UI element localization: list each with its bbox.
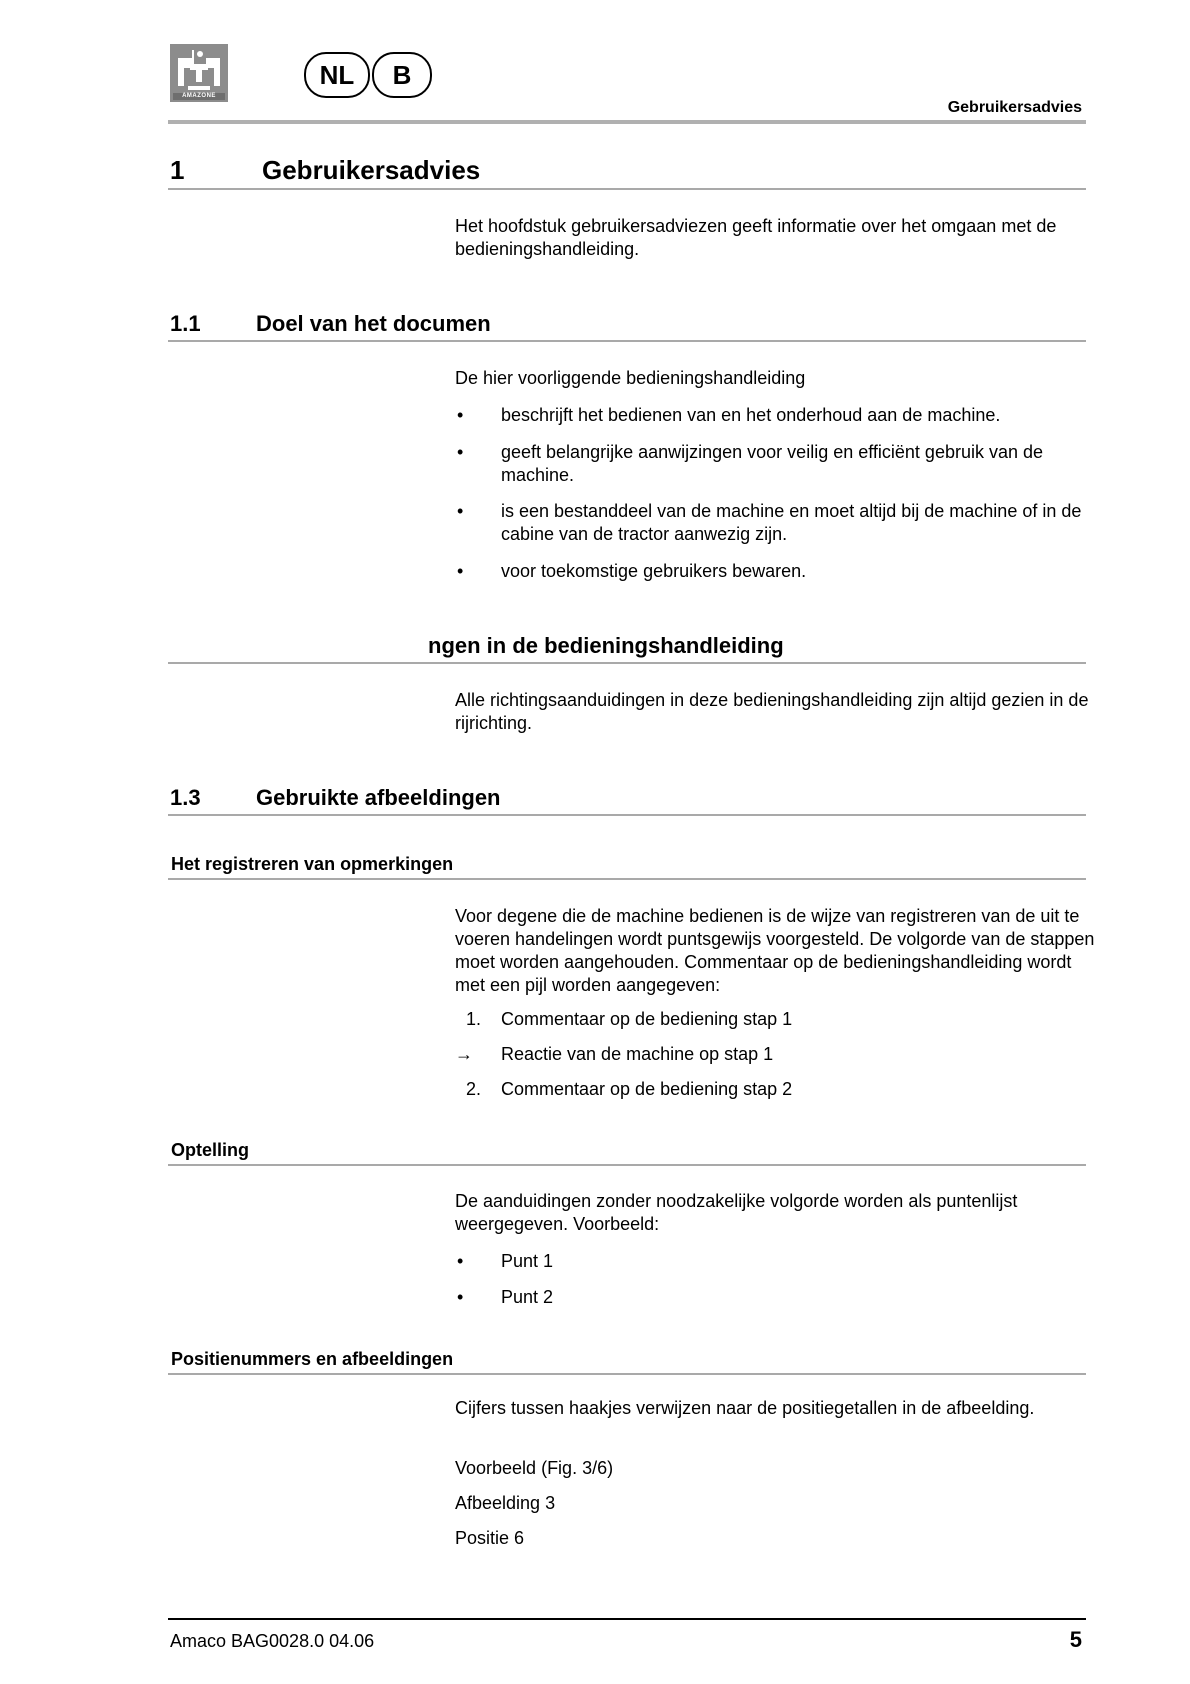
list-item: geeft belangrijke aanwijzingen voor veilig en efficiënt gebruik van de machine. xyxy=(501,442,1044,485)
optelling-text: De aanduidingen zonder noodzakelijke volgorde worden als puntenlijst weergegeven. Voorbeeld: xyxy=(455,1191,1018,1234)
country-code-b: B xyxy=(372,52,432,98)
section-1-3-title: Gebruikte afbeeldingen xyxy=(256,785,501,810)
bullet-marker: • xyxy=(457,1287,464,1307)
running-title: Gebruikersadvies xyxy=(947,99,1082,116)
section-1-2-title: ngen in de bedieningshandleiding xyxy=(428,633,784,658)
section-1-1-number: 1.1 xyxy=(170,311,201,336)
logo-wordmark: AMAZONE xyxy=(182,93,216,99)
bullet-marker: • xyxy=(457,1251,464,1271)
section-1-2-text: Alle richtingsaanduidingen in deze bedieningshandleiding zijn altijd gezien in de rijrichting. xyxy=(455,690,1089,733)
subheading-registreren: Het registreren van opmerkingen xyxy=(171,854,454,874)
subheading-registreren-rule xyxy=(168,878,1086,880)
header-rule xyxy=(168,120,1086,124)
example-line: Voorbeeld (Fig. 3/6) xyxy=(455,1458,614,1478)
arrow-marker: → xyxy=(455,1044,473,1064)
section-1-1-rule xyxy=(168,340,1086,342)
document-reference: Amaco BAG0028.0 04.06 xyxy=(170,1631,375,1651)
step-text: Commentaar op de bediening stap 2 xyxy=(501,1079,793,1099)
list-item: Punt 1 xyxy=(501,1251,554,1271)
section-1-1-title: Doel van het documen xyxy=(256,311,491,336)
section-1-2-rule xyxy=(168,662,1086,664)
list-item: voor toekomstige gebruikers bewaren. xyxy=(501,561,807,581)
amazone-logo xyxy=(170,44,228,102)
subheading-positienummers: Positienummers en afbeeldingen xyxy=(171,1349,454,1369)
country-code-nl: NL xyxy=(304,52,370,98)
example-line: Afbeelding 3 xyxy=(455,1493,556,1513)
list-item: beschrijft het bedienen van en het onderhoud aan de machine. xyxy=(501,405,1001,425)
bullet-marker: • xyxy=(457,405,464,425)
chapter-intro: Het hoofdstuk gebruikersadviezen geeft informatie over het omgaan met de bedieningshandleiding. xyxy=(455,216,1057,259)
section-1-1-intro: De hier voorliggende bedieningshandleiding xyxy=(455,368,806,388)
subheading-positienummers-rule xyxy=(168,1373,1086,1375)
bullet-marker: • xyxy=(457,561,464,581)
bullet-marker: • xyxy=(457,501,464,521)
step-marker: 1. xyxy=(466,1009,482,1029)
page-number: 5 xyxy=(1069,1627,1082,1652)
list-item: Punt 2 xyxy=(501,1287,554,1307)
registreren-text: Voor degene die de machine bedienen is de wijze van registreren van de uit te voeren handelingen wordt puntsgewijs voorgesteld. De volgorde van de stappen moet worden aangehouden. Commentaar op de bedieningshandleiding wordt met een pijl worden aangegeven: xyxy=(455,906,1095,995)
subheading-optelling: Optelling xyxy=(171,1140,249,1160)
bullet-marker: • xyxy=(457,442,464,462)
step-text: Reactie van de machine op stap 1 xyxy=(501,1044,774,1064)
chapter-title: Gebruikersadvies xyxy=(262,155,481,185)
section-1-3-number: 1.3 xyxy=(170,785,201,810)
example-line: Positie 6 xyxy=(455,1528,525,1548)
subheading-optelling-rule xyxy=(168,1164,1086,1166)
chapter-rule xyxy=(168,188,1086,190)
section-1-3-rule xyxy=(168,814,1086,816)
step-marker: 2. xyxy=(466,1079,482,1099)
list-item: is een bestanddeel van de machine en moet altijd bij de machine of in de cabine van de tractor aanwezig zijn. xyxy=(501,501,1082,544)
chapter-number: 1 xyxy=(170,155,185,185)
positienummers-text: Cijfers tussen haakjes verwijzen naar de positiegetallen in de afbeelding. xyxy=(455,1398,1035,1418)
footer-rule xyxy=(168,1618,1086,1620)
step-text: Commentaar op de bediening stap 1 xyxy=(501,1009,793,1029)
